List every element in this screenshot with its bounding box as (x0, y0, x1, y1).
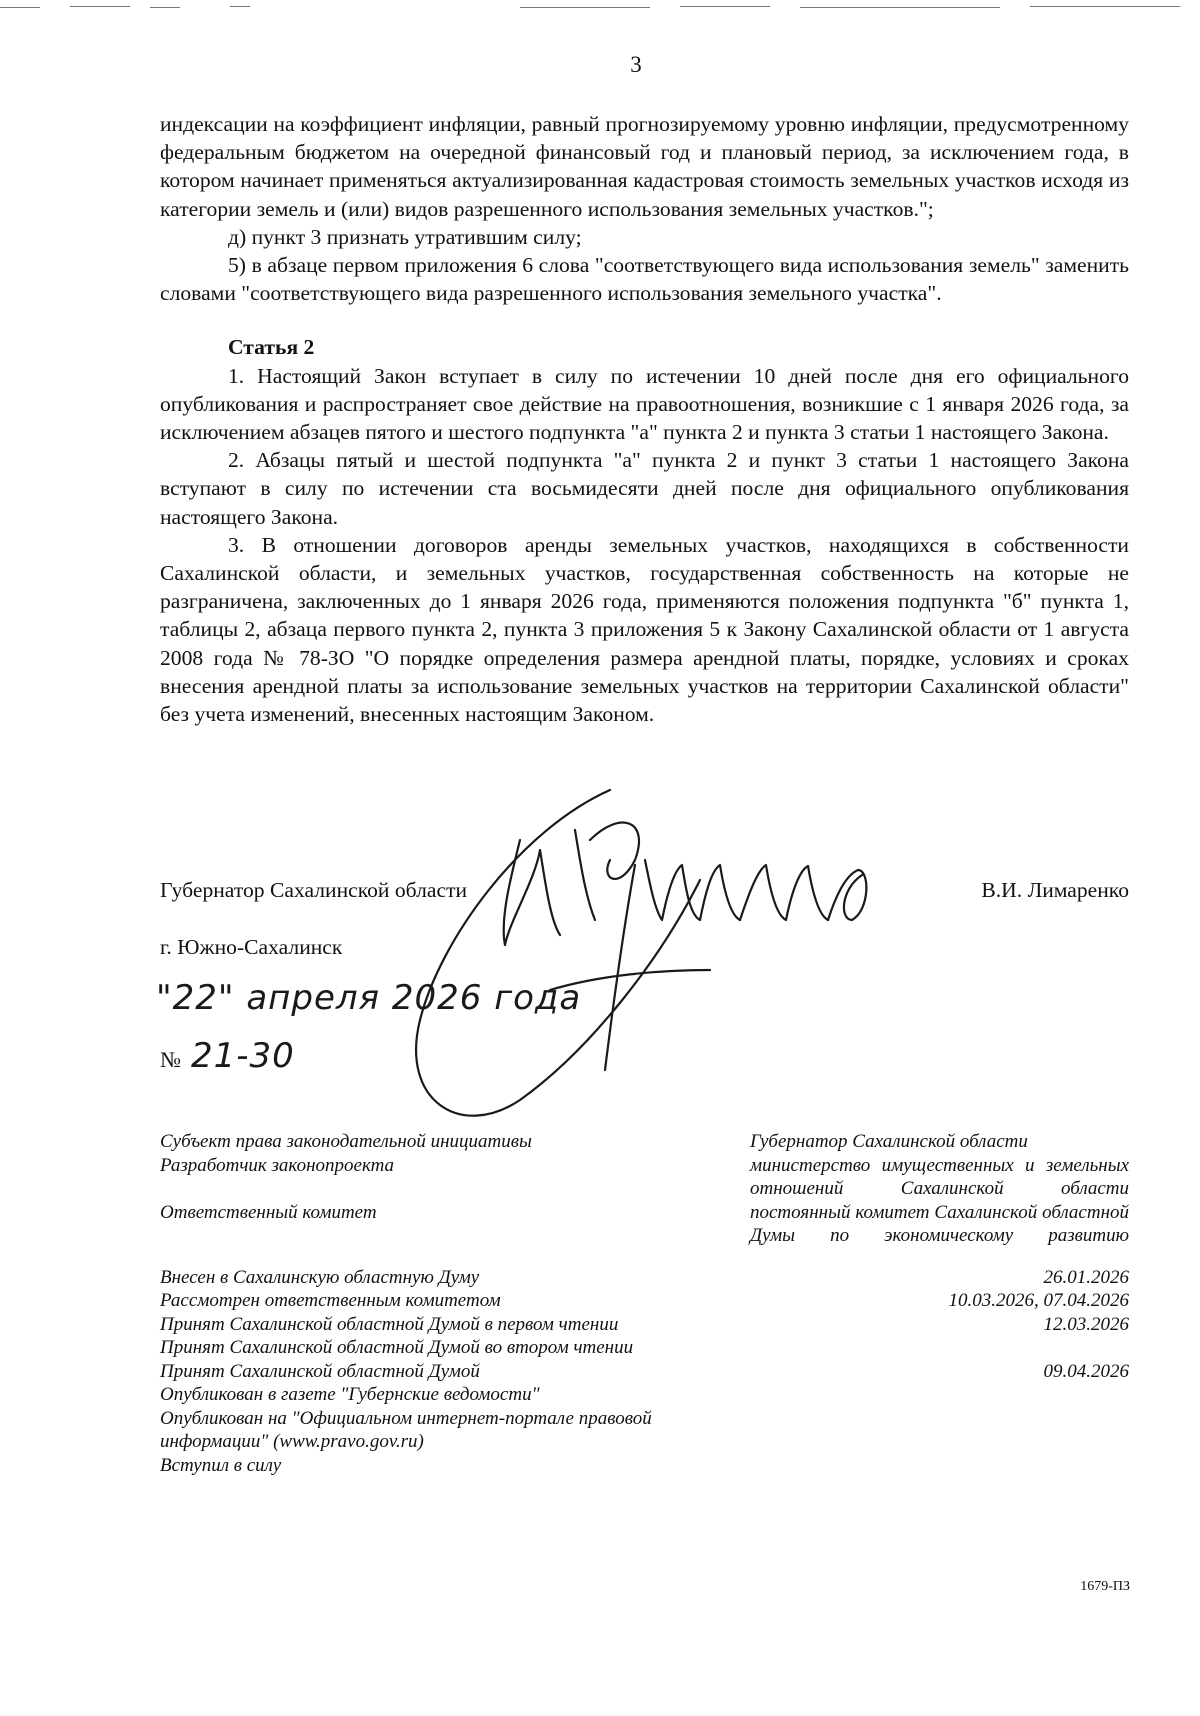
article-2-point-3: 3. В отношении договоров аренды земельных участков, находящихся в собственности Сахалинской области, и земельных участков, государственная собственность на которые не разграничена, заключенных до 1 января 2026 года, применяются положения подпункта "б" пункта 1, таблицы 2, абзаца первого пункта 2, пункта 3 приложения 5 к Закону Сахалинской области от 1 августа 2008 года № 78-ЗО "О порядке определения размера арендной платы, порядке, условиях и сроках внесения арендной платы за использование земельных участков на территории Сахалинской области" без учета изменений, внесенных настоящим Законом. (160, 532, 1129, 727)
metadata-row (160, 1360, 1129, 1384)
metadata-label: Субъект права законодательной инициативы (160, 1131, 532, 1152)
article-2-point-2: 2. Абзацы пятый и шестой подпункта "а" пункта 2 и пункт 3 статьи 1 настоящего Закона вступают в силу по истечении ста восьмидесяти дней после дня официального опубликования настоящего Закона. (160, 448, 1129, 529)
scan-noise-top (0, 4, 1200, 12)
paragraph-item-d: д) пункт 3 признать утратившим силу; (228, 224, 582, 249)
metadata-label: Рассмотрен ответственным комитетом (160, 1290, 501, 1311)
legislative-metadata (160, 1130, 1129, 1477)
metadata-row (160, 1130, 1129, 1154)
metadata-row (160, 1407, 1129, 1454)
number-sign: № (160, 1047, 181, 1072)
metadata-value (750, 1383, 1129, 1407)
metadata-value: 10.03.2026, 07.04.2026 (948, 1290, 1129, 1311)
metadata-label: Опубликован на "Официальном интернет-портале правовой информации" (www.pravo.gov.ru) (160, 1407, 652, 1452)
metadata-value (750, 1407, 1129, 1454)
metadata-value (750, 1454, 1129, 1478)
page-number: 3 (630, 52, 642, 77)
article-2-heading: Статья 2 (228, 335, 315, 360)
metadata-value: 09.04.2026 (1043, 1360, 1129, 1382)
metadata-value (750, 1336, 1129, 1360)
metadata-value: 12.03.2026 (1043, 1313, 1129, 1335)
metadata-label: Ответственный комитет (160, 1201, 377, 1223)
metadata-row (160, 1154, 1129, 1201)
governor-name: В.И. Лимаренко (981, 878, 1129, 902)
metadata-label: Внесен в Сахалинскую областную Думу (160, 1266, 480, 1288)
metadata-label: Принят Сахалинской областной Думой в первом чтении (160, 1313, 619, 1335)
metadata-row (160, 1289, 1129, 1313)
metadata-label: Разработчик законопроекта (160, 1154, 395, 1176)
metadata-row (160, 1313, 1129, 1337)
metadata-label: Опубликован в газете "Губернские ведомости" (160, 1384, 540, 1405)
metadata-value: 26.01.2026 (1043, 1266, 1129, 1288)
document-number (160, 1036, 295, 1076)
article-2-point-1: 1. Настоящий Закон вступает в силу по истечении 10 дней после дня его официального опубликования и распространяет свое действие на правоотношения, возникшие с 1 января 2026 года, за исключением абзацев пятого и шестого подпункта "а" пункта 2 и пункта 3 статьи 1 настоящего Закона. (160, 363, 1129, 445)
metadata-row (160, 1336, 1129, 1360)
city-line: г. Южно-Сахалинск (160, 935, 343, 959)
metadata-value: постоянный комитет Сахалинской областной Думы по экономическому развитию (750, 1201, 1129, 1246)
metadata-value: министерство имущественных и земельных отношений Сахалинской области (750, 1154, 1129, 1199)
metadata-label: Принят Сахалинской областной Думой (160, 1360, 480, 1382)
metadata-label: Вступил в силу (160, 1454, 282, 1476)
metadata-row (160, 1201, 1129, 1248)
paragraph-item-5: 5) в абзаце первом приложения 6 слова "соответствующего вида использования земель" заменить словами "соответствующего вида разрешенного использования земельного участка". (160, 253, 1129, 306)
governor-title: Губернатор Сахалинской области (160, 878, 468, 902)
metadata-row (160, 1266, 1129, 1290)
document-body (160, 110, 1129, 728)
handwritten-date: "22" апреля 2026 года (156, 978, 582, 1018)
governor-signature (400, 770, 960, 1130)
metadata-label: Принят Сахалинской областной Думой во втором чтении (160, 1337, 634, 1358)
footer-code: 1679-ПЗ (1080, 1579, 1130, 1594)
metadata-value: Губернатор Сахалинской области (750, 1131, 1028, 1152)
paragraph-continuation: индексации на коэффициент инфляции, равный прогнозируемому уровню инфляции, предусмотренному федеральным бюджетом на очередной финансовый год и плановый период, за исключением года, в котором начинает применяться актуализированная кадастровая стоимость земельных участков исходя из категории земель и (или) видов разрешенного использования земельных участков."; (160, 112, 1129, 221)
handwritten-number: 21-30 (191, 1036, 295, 1076)
metadata-row (160, 1454, 1129, 1478)
metadata-row (160, 1383, 1129, 1407)
